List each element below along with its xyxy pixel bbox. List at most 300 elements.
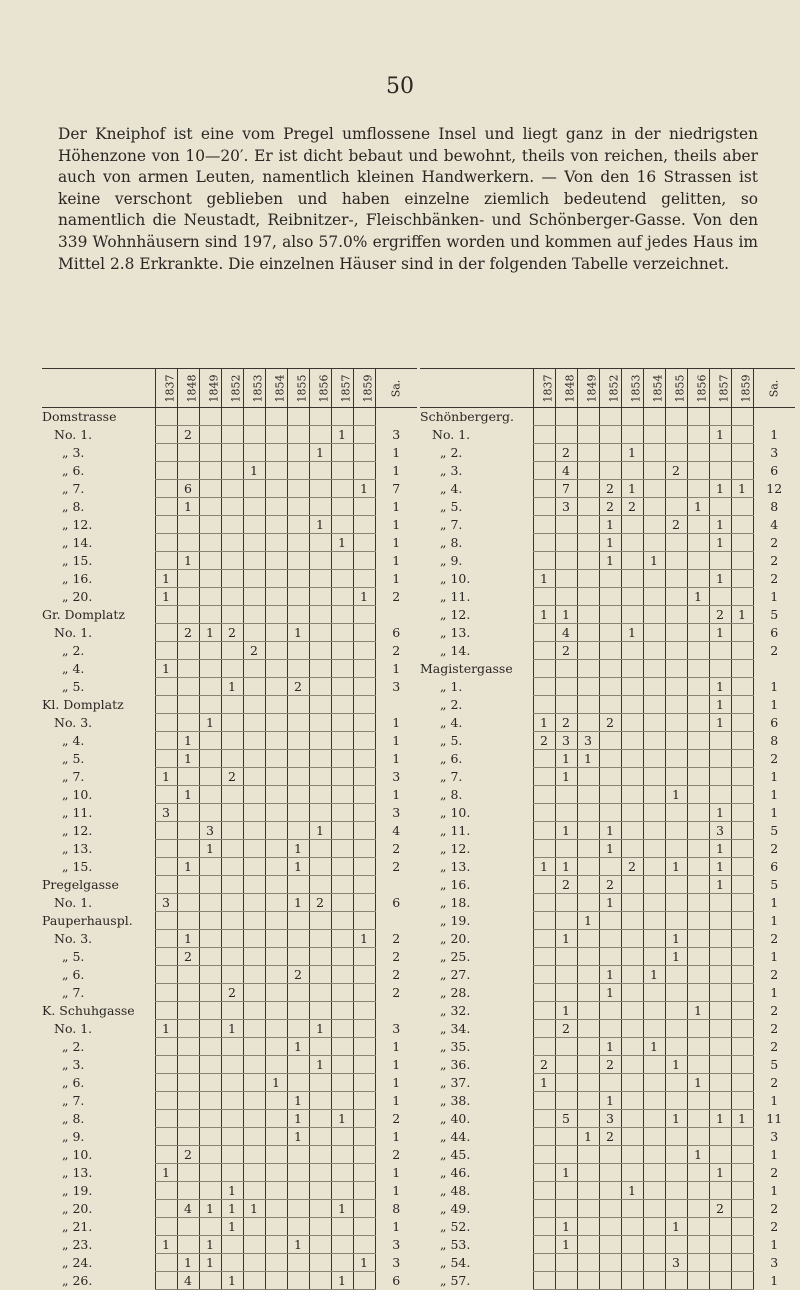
- house-row: [42, 966, 417, 984]
- empty-cell: [643, 660, 665, 678]
- case-count: [687, 1128, 709, 1146]
- case-count: 1: [177, 750, 199, 768]
- case-count: [265, 1182, 287, 1200]
- case-count: [621, 1164, 643, 1182]
- case-count: 1: [555, 930, 577, 948]
- case-count: [621, 912, 643, 930]
- case-count: [199, 1128, 221, 1146]
- case-count: [177, 1074, 199, 1092]
- case-count: [665, 624, 687, 642]
- empty-cell: [353, 696, 375, 714]
- case-count: 1: [687, 1146, 709, 1164]
- case-count: [331, 732, 353, 750]
- case-count: [265, 570, 287, 588]
- house-total: 4: [375, 822, 417, 840]
- house-total: 2: [753, 642, 795, 660]
- case-count: [665, 876, 687, 894]
- case-count: [177, 984, 199, 1002]
- case-count: [331, 822, 353, 840]
- empty-cell: [177, 696, 199, 714]
- case-count: [555, 1182, 577, 1200]
- case-count: [621, 678, 643, 696]
- case-count: [731, 1164, 753, 1182]
- case-count: 1: [155, 768, 177, 786]
- case-count: [353, 444, 375, 462]
- case-count: [687, 984, 709, 1002]
- street-name: Domstrasse: [42, 409, 117, 425]
- case-count: [353, 1236, 375, 1254]
- case-count: [709, 1056, 731, 1074]
- case-count: [243, 804, 265, 822]
- case-count: 2: [287, 678, 309, 696]
- empty-cell: [265, 696, 287, 714]
- house-total: 2: [753, 570, 795, 588]
- case-count: [309, 462, 331, 480]
- case-count: [243, 1182, 265, 1200]
- case-count: [331, 1092, 353, 1110]
- case-count: [287, 750, 309, 768]
- case-count: 3: [577, 732, 599, 750]
- case-count: 1: [287, 1128, 309, 1146]
- case-count: [243, 552, 265, 570]
- case-count: [731, 678, 753, 696]
- empty-cell: [643, 408, 665, 426]
- case-count: [353, 1218, 375, 1236]
- case-count: [155, 624, 177, 642]
- case-count: [599, 1020, 621, 1038]
- case-count: [731, 516, 753, 534]
- case-count: [665, 678, 687, 696]
- case-count: [731, 1182, 753, 1200]
- case-count: [287, 1218, 309, 1236]
- case-count: [353, 714, 375, 732]
- case-count: [533, 444, 555, 462]
- case-count: [221, 894, 243, 912]
- house-total: 6: [753, 462, 795, 480]
- case-count: 1: [687, 1002, 709, 1020]
- case-count: 2: [599, 876, 621, 894]
- house-number: No. 1.: [54, 895, 93, 910]
- empty-sum: [375, 696, 417, 714]
- case-count: [199, 930, 221, 948]
- case-count: 1: [599, 534, 621, 552]
- empty-cell: [243, 876, 265, 894]
- house-total: 5: [753, 822, 795, 840]
- case-count: [731, 1272, 753, 1290]
- empty-cell: [709, 660, 731, 678]
- case-count: [555, 696, 577, 714]
- case-count: [731, 1056, 753, 1074]
- case-count: [199, 1110, 221, 1128]
- empty-cell: [555, 660, 577, 678]
- case-count: 3: [155, 894, 177, 912]
- empty-cell: [599, 660, 621, 678]
- case-count: [621, 570, 643, 588]
- case-count: 3: [709, 822, 731, 840]
- case-count: [643, 1182, 665, 1200]
- case-count: [731, 948, 753, 966]
- case-count: [577, 1092, 599, 1110]
- case-count: [643, 840, 665, 858]
- case-count: [731, 768, 753, 786]
- case-count: [709, 732, 731, 750]
- case-count: [243, 714, 265, 732]
- case-count: [643, 1020, 665, 1038]
- house-number: „ 25.: [440, 949, 471, 964]
- case-count: [199, 894, 221, 912]
- house-total: 3: [753, 1128, 795, 1146]
- case-count: 1: [177, 930, 199, 948]
- case-count: [309, 1272, 331, 1290]
- empty-cell: [331, 696, 353, 714]
- empty-cell: [353, 876, 375, 894]
- case-count: [177, 1182, 199, 1200]
- case-count: [643, 1128, 665, 1146]
- case-count: [287, 1056, 309, 1074]
- house-row: [42, 642, 417, 660]
- case-count: [687, 606, 709, 624]
- case-count: [599, 696, 621, 714]
- case-count: [709, 768, 731, 786]
- house-row: [42, 750, 417, 768]
- year-label: 1857: [717, 374, 730, 403]
- cholera-table-left: [42, 368, 417, 1290]
- case-count: [621, 462, 643, 480]
- case-count: [533, 624, 555, 642]
- sum-label: Sa.: [767, 379, 781, 398]
- house-number: „ 54.: [440, 1255, 471, 1270]
- sum-header: [375, 369, 417, 408]
- house-row: [420, 498, 795, 516]
- street-row: [42, 408, 417, 426]
- case-count: 3: [555, 732, 577, 750]
- case-count: [621, 822, 643, 840]
- case-count: [621, 1110, 643, 1128]
- case-count: [353, 552, 375, 570]
- house-row: [420, 1164, 795, 1182]
- empty-cell: [287, 912, 309, 930]
- case-count: [687, 1020, 709, 1038]
- house-number: „ 14.: [62, 535, 93, 550]
- case-count: [265, 444, 287, 462]
- house-total: 1: [753, 588, 795, 606]
- case-count: 1: [353, 1254, 375, 1272]
- house-row: [420, 1236, 795, 1254]
- case-count: [577, 786, 599, 804]
- case-count: 1: [533, 858, 555, 876]
- empty-cell: [309, 408, 331, 426]
- case-count: [533, 426, 555, 444]
- case-count: [177, 534, 199, 552]
- case-count: [709, 912, 731, 930]
- case-count: 1: [577, 912, 599, 930]
- year-header: [155, 369, 177, 408]
- case-count: [709, 1146, 731, 1164]
- case-count: [199, 1056, 221, 1074]
- house-total: 3: [375, 768, 417, 786]
- empty-cell: [687, 660, 709, 678]
- empty-sum: [375, 912, 417, 930]
- house-row: [42, 840, 417, 858]
- case-count: [221, 1038, 243, 1056]
- case-count: 1: [709, 570, 731, 588]
- case-count: [709, 750, 731, 768]
- case-count: [199, 534, 221, 552]
- case-count: 1: [155, 1020, 177, 1038]
- house-row: [420, 912, 795, 930]
- house-number: „ 13.: [62, 1165, 93, 1180]
- house-row: [420, 624, 795, 642]
- case-count: [621, 696, 643, 714]
- empty-cell: [243, 606, 265, 624]
- case-count: [177, 804, 199, 822]
- case-count: [177, 1164, 199, 1182]
- case-count: [331, 1146, 353, 1164]
- case-count: [687, 1218, 709, 1236]
- case-count: [709, 948, 731, 966]
- case-count: [265, 1110, 287, 1128]
- case-count: [533, 912, 555, 930]
- case-count: [665, 822, 687, 840]
- case-count: [709, 966, 731, 984]
- case-count: [265, 1200, 287, 1218]
- case-count: [533, 1164, 555, 1182]
- empty-cell: [287, 876, 309, 894]
- case-count: [687, 1236, 709, 1254]
- empty-cell: [243, 408, 265, 426]
- case-count: [221, 732, 243, 750]
- case-count: [265, 1164, 287, 1182]
- case-count: [577, 894, 599, 912]
- case-count: 1: [599, 1038, 621, 1056]
- house-row: [420, 534, 795, 552]
- case-count: 4: [555, 462, 577, 480]
- case-count: [643, 1200, 665, 1218]
- house-number: „ 6.: [62, 1075, 85, 1090]
- case-count: [599, 768, 621, 786]
- case-count: 1: [221, 1218, 243, 1236]
- house-row: [42, 462, 417, 480]
- case-count: [177, 1128, 199, 1146]
- house-total: 3: [753, 444, 795, 462]
- house-total: 1: [375, 444, 417, 462]
- case-count: [577, 444, 599, 462]
- case-count: [577, 966, 599, 984]
- case-count: [353, 786, 375, 804]
- case-count: [331, 516, 353, 534]
- case-count: [555, 570, 577, 588]
- house-number: „ 38.: [440, 1093, 471, 1108]
- case-count: [265, 516, 287, 534]
- house-row: [420, 894, 795, 912]
- house-total: 2: [753, 1200, 795, 1218]
- house-total: 1: [375, 516, 417, 534]
- case-count: [199, 858, 221, 876]
- case-count: [577, 606, 599, 624]
- house-row: [42, 732, 417, 750]
- case-count: [665, 840, 687, 858]
- case-count: [577, 552, 599, 570]
- case-count: [265, 1236, 287, 1254]
- case-count: [221, 804, 243, 822]
- case-count: [577, 714, 599, 732]
- year-header: [577, 369, 599, 408]
- house-row: [420, 876, 795, 894]
- case-count: [665, 1074, 687, 1092]
- empty-cell: [155, 876, 177, 894]
- empty-cell: [265, 912, 287, 930]
- case-count: [309, 732, 331, 750]
- case-count: [221, 588, 243, 606]
- case-count: [177, 822, 199, 840]
- house-number: „ 1.: [440, 679, 463, 694]
- case-count: [265, 768, 287, 786]
- case-count: [353, 1182, 375, 1200]
- case-count: [643, 570, 665, 588]
- house-total: 2: [375, 948, 417, 966]
- house-row: [42, 678, 417, 696]
- case-count: [199, 1074, 221, 1092]
- case-count: [287, 1272, 309, 1290]
- case-count: [709, 1038, 731, 1056]
- case-count: [577, 678, 599, 696]
- case-count: [577, 1038, 599, 1056]
- house-number: „ 2.: [62, 1039, 85, 1054]
- case-count: [577, 1164, 599, 1182]
- case-count: 1: [287, 858, 309, 876]
- case-count: [177, 1092, 199, 1110]
- case-count: [309, 498, 331, 516]
- case-count: 1: [709, 1110, 731, 1128]
- case-count: [309, 426, 331, 444]
- case-count: [731, 1236, 753, 1254]
- year-label: 1859: [361, 374, 374, 403]
- case-count: [687, 552, 709, 570]
- case-count: [731, 642, 753, 660]
- house-row: [42, 570, 417, 588]
- empty-cell: [577, 408, 599, 426]
- case-count: [709, 498, 731, 516]
- case-count: [353, 804, 375, 822]
- year-header: [265, 369, 287, 408]
- sum-header: [753, 369, 795, 408]
- case-count: [309, 1128, 331, 1146]
- case-count: [731, 1146, 753, 1164]
- house-number: „ 20.: [62, 1201, 93, 1216]
- empty-cell: [155, 1002, 177, 1020]
- house-row: [42, 1074, 417, 1092]
- case-count: [287, 930, 309, 948]
- case-count: [621, 1056, 643, 1074]
- case-count: [221, 426, 243, 444]
- empty-cell: [287, 606, 309, 624]
- case-count: [243, 822, 265, 840]
- case-count: [577, 822, 599, 840]
- case-count: [243, 426, 265, 444]
- case-count: [287, 714, 309, 732]
- case-count: [621, 966, 643, 984]
- empty-cell: [199, 912, 221, 930]
- case-count: [687, 462, 709, 480]
- case-count: [199, 678, 221, 696]
- case-count: [331, 1074, 353, 1092]
- case-count: [155, 642, 177, 660]
- case-count: [599, 444, 621, 462]
- case-count: [577, 696, 599, 714]
- empty-cell: [199, 696, 221, 714]
- case-count: [665, 1200, 687, 1218]
- case-count: [555, 1038, 577, 1056]
- case-count: 1: [599, 822, 621, 840]
- case-count: [709, 444, 731, 462]
- case-count: [731, 588, 753, 606]
- case-count: [309, 1218, 331, 1236]
- case-count: [687, 426, 709, 444]
- case-count: [577, 624, 599, 642]
- empty-cell: [331, 408, 353, 426]
- house-row: [42, 1236, 417, 1254]
- empty-sum: [375, 606, 417, 624]
- case-count: [287, 426, 309, 444]
- empty-cell: [665, 408, 687, 426]
- case-count: [731, 912, 753, 930]
- case-count: [687, 750, 709, 768]
- empty-cell: [709, 408, 731, 426]
- case-count: [687, 840, 709, 858]
- case-count: [665, 1038, 687, 1056]
- empty-cell: [265, 408, 287, 426]
- case-count: [353, 1038, 375, 1056]
- year-label: 1837: [541, 374, 554, 403]
- house-total: 1: [375, 1128, 417, 1146]
- house-total: 2: [375, 858, 417, 876]
- case-count: [731, 840, 753, 858]
- house-row: [420, 1002, 795, 1020]
- empty-cell: [599, 408, 621, 426]
- case-count: 2: [221, 624, 243, 642]
- case-count: [731, 696, 753, 714]
- house-total: 11: [753, 1110, 795, 1128]
- case-count: [265, 426, 287, 444]
- case-count: 1: [665, 858, 687, 876]
- case-count: [331, 624, 353, 642]
- case-count: [177, 516, 199, 534]
- case-count: [221, 1128, 243, 1146]
- case-count: [353, 840, 375, 858]
- house-total: 2: [753, 1218, 795, 1236]
- case-count: [555, 840, 577, 858]
- case-count: [243, 984, 265, 1002]
- case-count: [287, 984, 309, 1002]
- street-row: [42, 876, 417, 894]
- case-count: 3: [155, 804, 177, 822]
- empty-cell: [731, 660, 753, 678]
- case-count: [353, 768, 375, 786]
- empty-cell: [155, 912, 177, 930]
- case-count: [621, 804, 643, 822]
- house-row: [42, 786, 417, 804]
- case-count: [643, 732, 665, 750]
- case-count: [199, 1164, 221, 1182]
- street-row: [42, 696, 417, 714]
- empty-cell: [221, 1002, 243, 1020]
- case-count: [533, 1236, 555, 1254]
- case-count: [243, 480, 265, 498]
- case-count: [643, 768, 665, 786]
- house-number: „ 20.: [440, 931, 471, 946]
- empty-cell: [665, 660, 687, 678]
- house-number: „ 7.: [62, 481, 85, 496]
